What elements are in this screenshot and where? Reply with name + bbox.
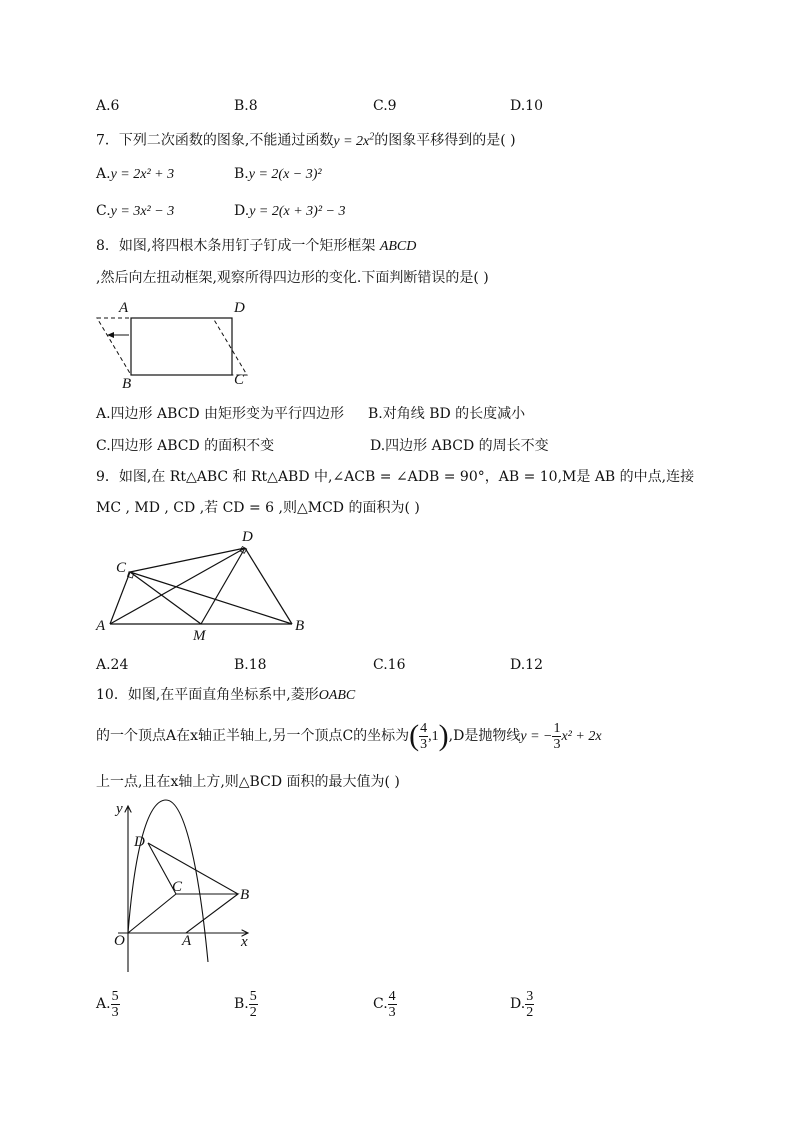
- q6-option-d: D.10: [510, 98, 543, 114]
- q7-option-c: C.y = 3x² − 3: [96, 203, 175, 219]
- q6-option-b: B.8: [234, 98, 258, 114]
- q6-option-c: C.9: [373, 98, 397, 114]
- q10-parabola: [128, 800, 208, 962]
- q9-label-b: B: [295, 618, 305, 634]
- q8-label-c: C: [234, 372, 245, 388]
- q10-label-b: B: [240, 887, 250, 903]
- q8-line2: ,然后向左扭动框架,观察所得四边形的变化.下面判断错误的是( ): [96, 270, 489, 286]
- q9-option-b: B.18: [234, 657, 267, 673]
- q9-line2: MC , MD , CD ,若 CD = 6 ,则△MCD 的面积为( ): [96, 500, 420, 516]
- q10-figure: [96, 798, 266, 974]
- q10-line1: 10．如图,在平面直角坐标系中,菱形OABC: [96, 687, 356, 703]
- q9-segment-cb: [130, 572, 292, 624]
- q8-label-b: B: [122, 376, 132, 390]
- q9-label-a: A: [96, 618, 106, 634]
- q10-option-a: A. $\frac{5}{3}$: [96, 988, 119, 1020]
- q9-option-d: D.12: [510, 657, 543, 673]
- q9-figure: [92, 526, 314, 644]
- q10-label-x: x: [241, 934, 248, 950]
- q10-label-y: y: [116, 801, 123, 817]
- q9-label-d: D: [242, 529, 253, 545]
- q10-label-o: O: [114, 933, 125, 949]
- q10-para-frac: $\frac{1}{3}$: [553, 720, 561, 752]
- q9-label-m: M: [193, 628, 206, 644]
- q8-label-d: D: [234, 300, 245, 316]
- q10-option-c: C. $\frac{4}{3}$: [373, 988, 396, 1020]
- q7-option-d: D.y = 2(x + 3)² − 3: [234, 203, 346, 219]
- q10-label-c: C: [172, 879, 183, 895]
- q9-line1: 9．如图,在 Rt△ABC 和 Rt△ABD 中,∠ACB = ∠ADB = 90°，AB = 10,M是 AB 的中点,连接: [96, 469, 695, 485]
- q7-option-b: B.y = 2(x − 3)²: [234, 166, 322, 182]
- q8-line1: 8．如图,将四根木条用钉子钉成一个矩形框架 ABCD: [96, 238, 417, 254]
- q9-label-c: C: [116, 560, 127, 576]
- q8-option-a: A.四边形 ABCD 由矩形变为平行四边形: [96, 406, 345, 422]
- q7-func: $y = 2x^2$: [333, 131, 375, 149]
- q8-option-d: D.四边形 ABCD 的周长不变: [370, 438, 549, 454]
- q10-option-b: B. $\frac{5}{2}$: [234, 988, 257, 1020]
- q7-stem: 7．下列二次函数的图象,不能通过函数$y = 2x^2$的图象平移得到的是( ): [96, 131, 516, 149]
- q9-segment-md: [201, 548, 245, 624]
- q10-option-d: D. $\frac{3}{2}$: [510, 988, 534, 1020]
- q10-coord-frac: $\frac{4}{3}$: [420, 720, 428, 752]
- q9-segment-ac: [110, 572, 130, 624]
- q8-option-c: C.四边形 ABCD 的面积不变: [96, 438, 275, 454]
- q9-option-a: A.24: [96, 657, 129, 673]
- q10-label-a: A: [182, 933, 192, 949]
- q10-rhombus: [128, 894, 238, 933]
- q9-segment-cd: [130, 548, 245, 572]
- q9-segment-db: [245, 548, 292, 624]
- q8-arrowhead: [107, 332, 114, 338]
- q8-rectangle: [131, 318, 232, 375]
- q8-figure: [92, 298, 262, 390]
- q9-segment-mc: [130, 572, 201, 624]
- q6-option-a: A.6: [96, 98, 120, 114]
- q10-line2: 的一个顶点A在x轴正半轴上,另一个顶点C的坐标为( $\frac{4}{3}$ ,1),D是抛物线y = − $\frac{1}{3}$ x² + 2x: [96, 719, 602, 752]
- q8-parallelogram: [97, 318, 247, 375]
- q8-option-b: B.对角线 BD 的长度减小: [368, 406, 526, 422]
- q8-label-a: A: [119, 300, 129, 316]
- q10-line3: 上一点,且在x轴上方,则△BCD 面积的最大值为( ): [96, 774, 400, 790]
- q9-segment-ad: [110, 548, 245, 624]
- q9-option-c: C.16: [373, 657, 406, 673]
- q10-label-d: D: [134, 834, 145, 850]
- q7-option-a: A.y = 2x² + 3: [96, 166, 175, 182]
